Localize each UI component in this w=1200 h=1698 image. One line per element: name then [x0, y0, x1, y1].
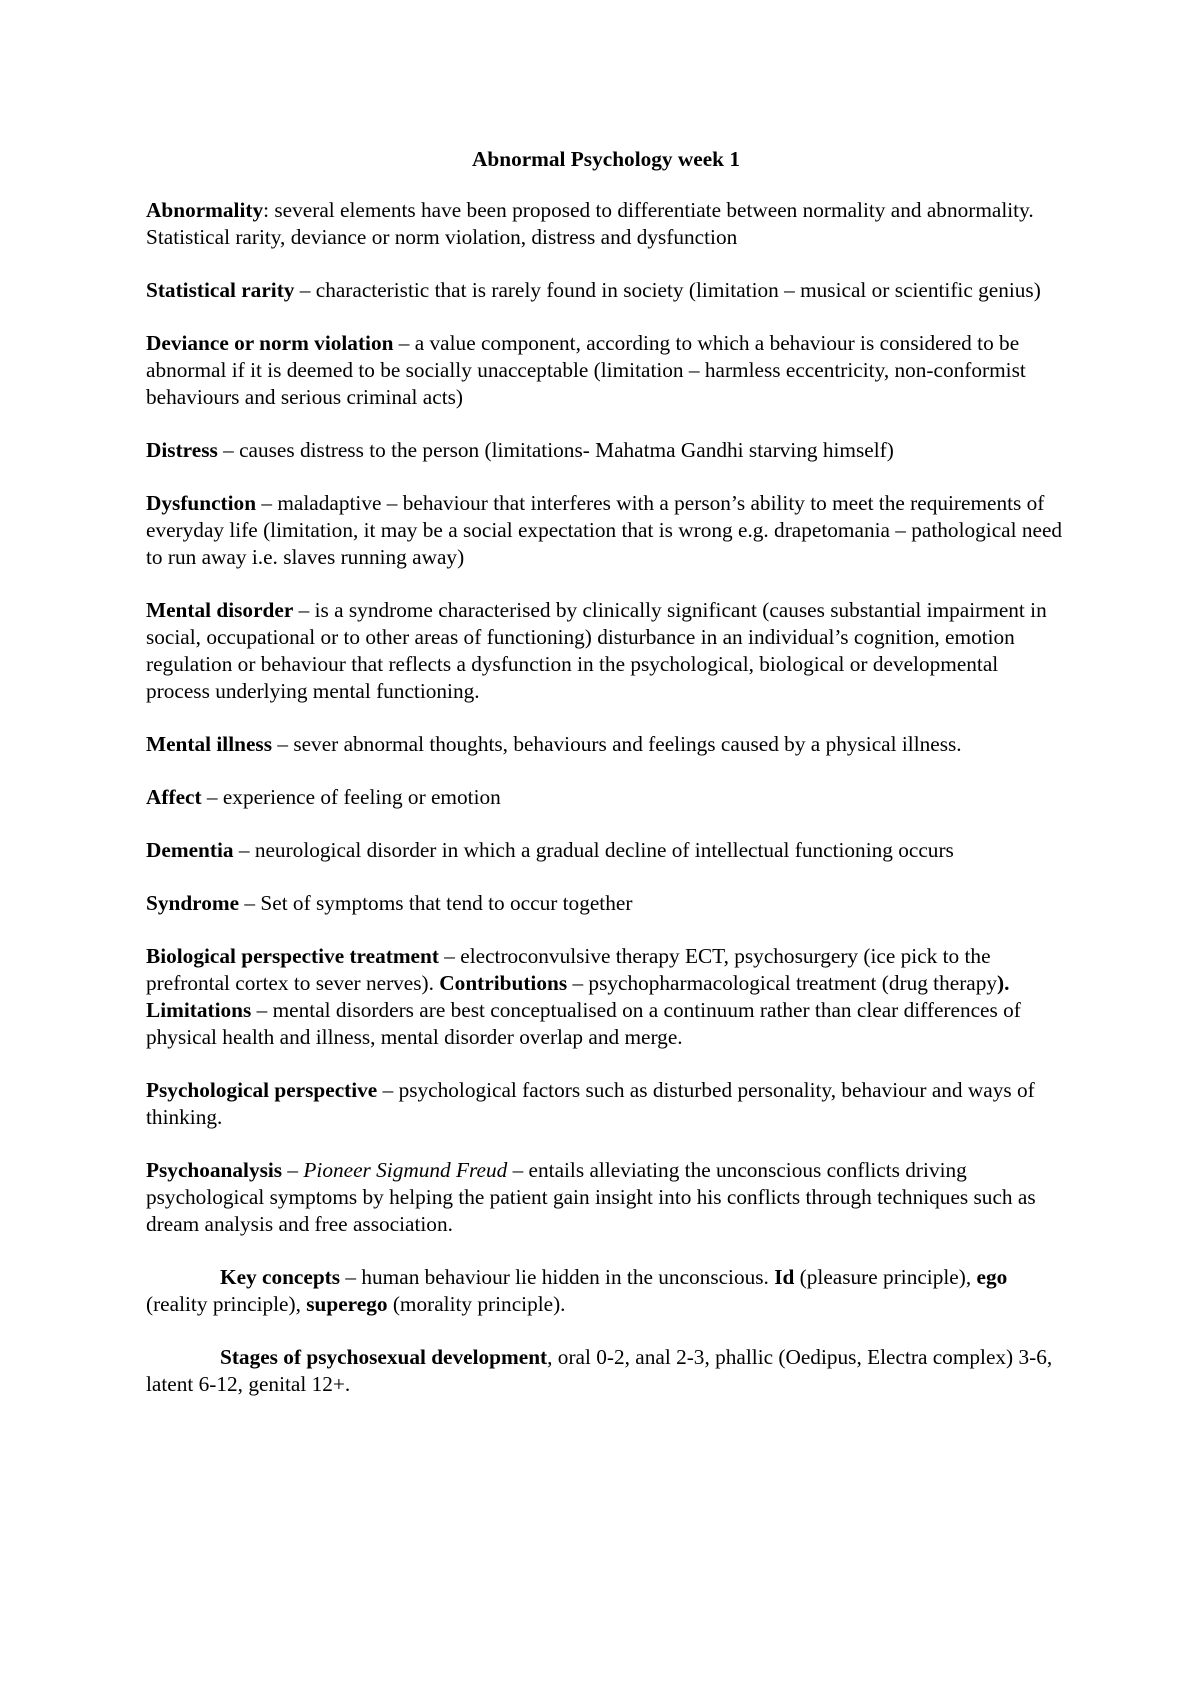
- term-dysfunction: Dysfunction: [146, 491, 257, 515]
- definition-psychosexual-stages: , oral 0-2, anal 2-3, phallic (Oedipus, Electra complex) 3-6, latent 6-12, genital 12+.: [146, 1345, 1053, 1396]
- term-abnormality: Abnormality: [146, 198, 264, 222]
- paragraph-key-concepts: [146, 1264, 1066, 1318]
- paragraph-biological-perspective: [146, 943, 1066, 1051]
- term-biological-perspective: Biological perspective treatment: [146, 944, 439, 968]
- definition-deviance: – a value component, according to which a behaviour is considered to be abnormal if it is deemed to be socially unacceptable (limitation – harmless eccentricity, non-conformist behaviours and serious criminal acts): [146, 331, 1026, 409]
- paragraph-deviance: [146, 330, 1066, 411]
- paragraph-psychoanalysis: [146, 1157, 1066, 1238]
- definition-psychological-perspective: – psychological factors such as disturbed personality, behaviour and ways of thinking.: [146, 1078, 1035, 1129]
- term-distress: Distress: [146, 438, 218, 462]
- term-mental-disorder: Mental disorder: [146, 598, 294, 622]
- paragraph-affect: [146, 784, 1066, 811]
- paragraph-syndrome: [146, 890, 1066, 917]
- definition-ego: (reality principle),: [146, 1292, 307, 1316]
- term-deviance: Deviance or norm violation: [146, 331, 394, 355]
- definition-abnormality: : several elements have been proposed to differentiate between normality and abnormality. Statistical rarity, deviance or norm violation, distress and dysfunction: [146, 198, 1034, 249]
- term-psychosexual-stages: Stages of psychosexual development: [220, 1345, 548, 1369]
- psychoanalysis-dash: –: [282, 1158, 304, 1182]
- definition-biological-perspective: – electroconvulsive therapy ECT, psychosurgery (ice pick to the prefrontal cortex to sever nerves).: [146, 944, 991, 995]
- term-affect: Affect: [146, 785, 202, 809]
- paragraph-psychosexual-stages: [146, 1344, 1066, 1398]
- paragraph-dysfunction: [146, 490, 1066, 571]
- definition-syndrome: – Set of symptoms that tend to occur together: [239, 891, 633, 915]
- term-syndrome: Syndrome: [146, 891, 240, 915]
- term-statistical-rarity: Statistical rarity: [146, 278, 295, 302]
- definition-key-concepts: – human behaviour lie hidden in the unconscious.: [340, 1265, 775, 1289]
- term-superego: superego: [306, 1292, 388, 1316]
- paragraph-mental-disorder: [146, 597, 1066, 705]
- term-mental-illness: Mental illness: [146, 732, 273, 756]
- paragraph-psychological-perspective: [146, 1077, 1066, 1131]
- paragraph-mental-illness: [146, 731, 1066, 758]
- term-limitations: ). Limitations: [146, 971, 1010, 1022]
- psychoanalysis-pioneer: Pioneer Sigmund Freud: [303, 1158, 508, 1182]
- term-id: Id: [774, 1265, 795, 1289]
- paragraph-statistical-rarity: [146, 277, 1066, 304]
- paragraph-abnormality: [146, 197, 1066, 251]
- definition-limitations: – mental disorders are best conceptualised on a continuum rather than clear differences of physical health and illness, mental disorder overlap and merge.: [146, 998, 1021, 1049]
- definition-statistical-rarity: – characteristic that is rarely found in society (limitation – musical or scientific genius): [294, 278, 1041, 302]
- definition-mental-illness: – sever abnormal thoughts, behaviours and feelings caused by a physical illness.: [272, 732, 962, 756]
- definition-superego: (morality principle).: [387, 1292, 566, 1316]
- definition-mental-disorder: – is a syndrome characterised by clinically significant (causes substantial impairment in social, occupational or to other areas of functioning) disturbance in an individual’s cognition, emotion regulation or behaviour that reflects a dysfunction in the psychological, biological or developmental process underlying mental functioning.: [146, 598, 1047, 703]
- term-key-concepts: Key concepts: [220, 1265, 341, 1289]
- definition-psychoanalysis: – entails alleviating the unconscious conflicts driving psychological symptoms by helping the patient gain insight into his conflicts through techniques such as dream analysis and free association.: [146, 1158, 1036, 1236]
- term-psychoanalysis: Psychoanalysis: [146, 1158, 283, 1182]
- term-dementia: Dementia: [146, 838, 234, 862]
- term-contributions: Contributions: [439, 971, 568, 995]
- definition-dysfunction: – maladaptive – behaviour that interferes with a person’s ability to meet the requirements of everyday life (limitation, it may be a social expectation that is wrong e.g. drapetomania – pathological need to run away i.e. slaves running away): [146, 491, 1063, 569]
- term-ego: ego: [976, 1265, 1008, 1289]
- definition-affect: – experience of feeling or emotion: [201, 785, 501, 809]
- definition-id: (pleasure principle),: [794, 1265, 977, 1289]
- paragraph-distress: [146, 437, 1066, 464]
- document-body: [146, 146, 1066, 1424]
- paragraph-dementia: [146, 837, 1066, 864]
- definition-contributions: – psychopharmacological treatment (drug therapy: [567, 971, 998, 995]
- document-title: Abnormal Psychology week 1: [472, 147, 740, 171]
- term-psychological-perspective: Psychological perspective: [146, 1078, 378, 1102]
- definition-dementia: – neurological disorder in which a gradual decline of intellectual functioning occurs: [233, 838, 954, 862]
- definition-distress: – causes distress to the person (limitations- Mahatma Gandhi starving himself): [217, 438, 894, 462]
